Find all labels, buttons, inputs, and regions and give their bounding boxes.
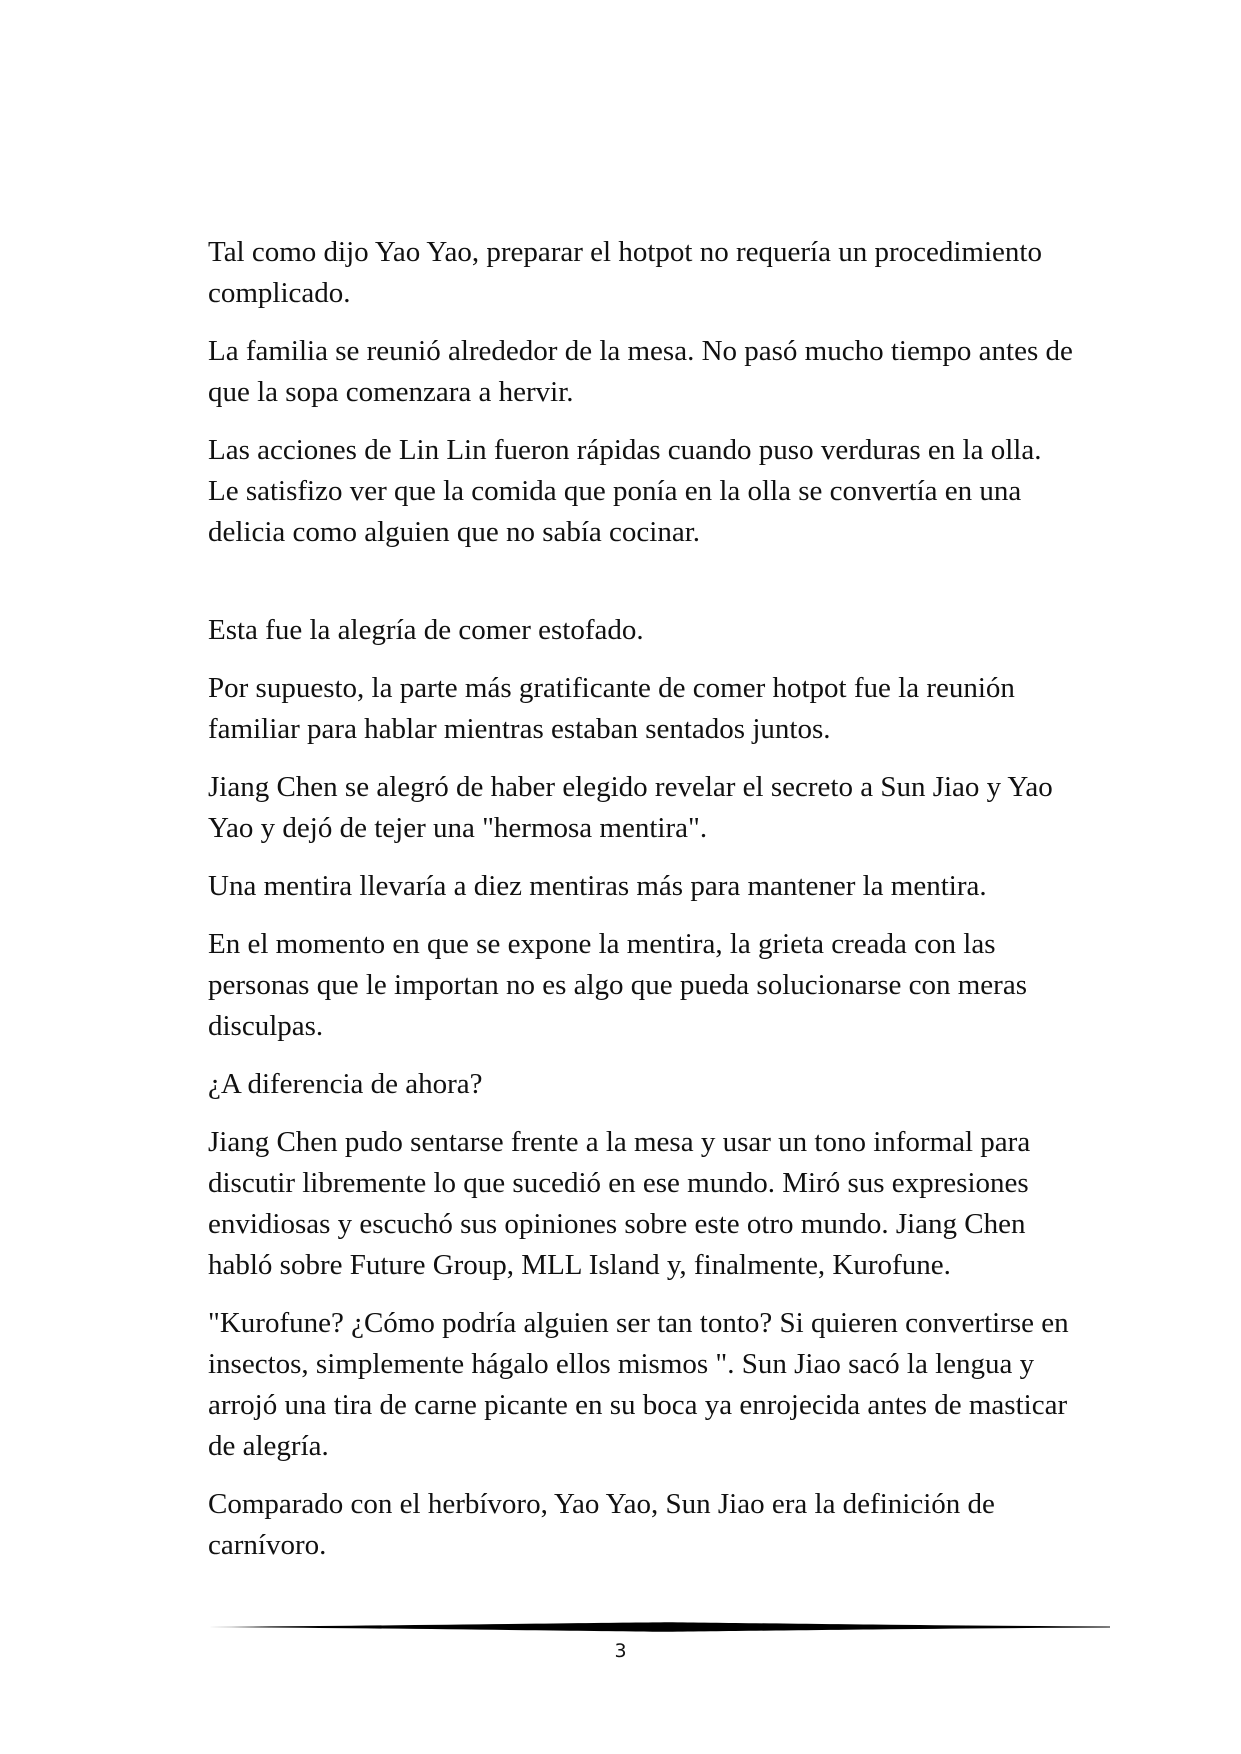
page-number: 3	[614, 1640, 627, 1662]
paragraph: Por supuesto, la parte más gratificante de comer hotpot fue la reunión familiar para hablar mientras estaban sentados juntos.	[208, 672, 1015, 745]
body-text	[208, 232, 1078, 1583]
paragraph: Una mentira llevaría a diez mentiras más para mantener la mentira.	[208, 870, 987, 902]
paragraph: Esta fue la alegría de comer estofado.	[208, 614, 644, 646]
paragraph: ¿A diferencia de ahora?	[208, 1068, 483, 1100]
paragraph: La familia se reunió alrededor de la mesa. No pasó mucho tiempo antes de que la sopa comenzara a hervir.	[208, 335, 1073, 408]
paragraph: Jiang Chen pudo sentarse frente a la mesa y usar un tono informal para discutir libremente lo que sucedió en ese mundo. Miró sus expresiones envidiosas y escuchó sus opiniones sobre este otro mundo. Jiang Chen habló sobre Future Group, MLL Island y, finalmente, Kurofune.	[208, 1126, 1031, 1281]
footer-divider	[208, 1620, 1110, 1634]
paragraph: Jiang Chen se alegró de haber elegido revelar el secreto a Sun Jiao y Yao Yao y dejó de tejer una "hermosa mentira".	[208, 771, 1053, 844]
paragraph: "Kurofune? ¿Cómo podría alguien ser tan tonto? Si quieren convertirse en insectos, simplemente hágalo ellos mismos ". Sun Jiao sacó la lengua y arrojó una tira de carne picante en su boca ya enrojecida antes de masticar de alegría.	[208, 1307, 1069, 1462]
paragraph: Las acciones de Lin Lin fueron rápidas cuando puso verduras en la olla. Le satisfizo ver que la comida que ponía en la olla se convertía en una delicia como alguien que no sabía cocinar.	[208, 434, 1042, 548]
paragraph: Comparado con el herbívoro, Yao Yao, Sun Jiao era la definición de carnívoro.	[208, 1488, 995, 1561]
paragraph: En el momento en que se expone la mentira, la grieta creada con las personas que le importan no es algo que pueda solucionarse con meras disculpas.	[208, 928, 1027, 1042]
paragraph: Tal como dijo Yao Yao, preparar el hotpot no requería un procedimiento complicado.	[208, 236, 1042, 309]
